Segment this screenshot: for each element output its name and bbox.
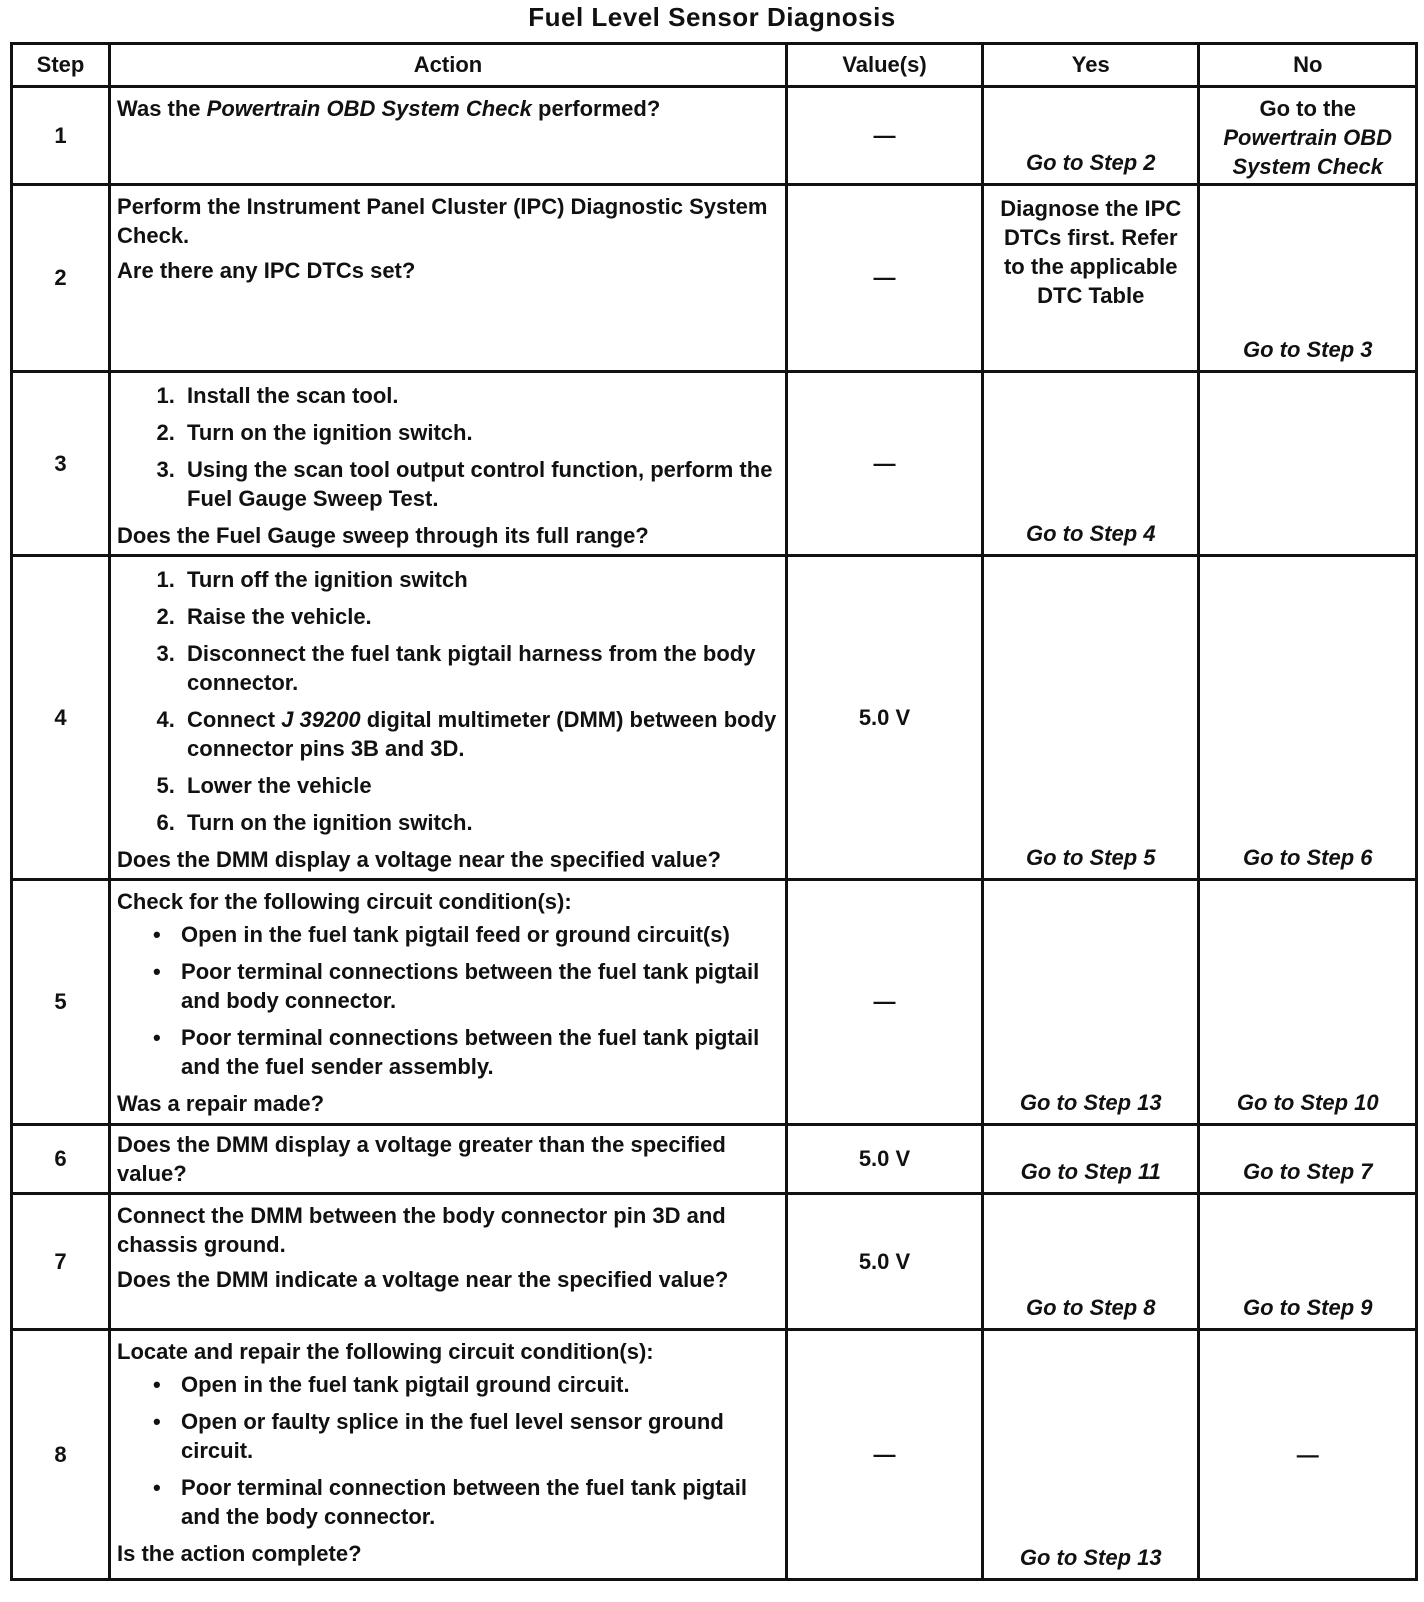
- action-text: Check for the following circuit condition(s):: [117, 889, 572, 914]
- yes-cell: [983, 556, 1199, 880]
- action-question: Was a repair made?: [117, 1091, 325, 1116]
- yes-cell: [983, 1330, 1199, 1580]
- no-cell: [1199, 1330, 1417, 1580]
- table-row: [12, 372, 1417, 556]
- value-cell: —: [786, 87, 982, 185]
- action-question: Does the DMM indicate a voltage near the specified value?: [117, 1267, 729, 1292]
- value-cell: 5.0 V: [786, 556, 982, 880]
- yes-text: Go to Step 5: [1025, 845, 1156, 870]
- header-values: Value(s): [786, 44, 982, 87]
- action-cell: [110, 185, 787, 372]
- list-item: 3. Disconnect the fuel tank pigtail harness from the body connector.: [181, 639, 779, 697]
- header-row: [12, 44, 1417, 87]
- no-text-italic: Powertrain OBD: [1223, 125, 1393, 150]
- action-cell: [110, 1194, 787, 1330]
- value-cell: —: [786, 1330, 982, 1580]
- yes-text: Go to Step 13: [1019, 1545, 1162, 1570]
- value-cell: —: [786, 880, 982, 1125]
- list-item: • Open in the fuel tank pigtail ground circuit.: [181, 1370, 779, 1399]
- header-action: Action: [110, 44, 787, 87]
- yes-cell: [983, 1125, 1199, 1194]
- action-italic: J 39200: [281, 707, 361, 732]
- action-text: Connect the DMM between the body connector pin 3D and chassis ground.: [117, 1203, 726, 1257]
- yes-text: Go to Step 2: [1025, 150, 1156, 175]
- yes-cell: [983, 185, 1199, 372]
- action-italic: Powertrain OBD System Check: [206, 96, 532, 121]
- yes-cell: [983, 1194, 1199, 1330]
- action-bullets: [117, 1370, 779, 1531]
- action-question: Are there any IPC DTCs set?: [117, 258, 416, 283]
- list-item: • Open in the fuel tank pigtail feed or ground circuit(s): [181, 920, 779, 949]
- step-number: 2: [12, 185, 110, 372]
- action-question: Does the DMM display a voltage near the specified value?: [117, 847, 721, 872]
- list-item: 5. Lower the vehicle: [181, 771, 779, 800]
- table-row: [12, 185, 1417, 372]
- no-text: Go to the: [1259, 96, 1356, 121]
- list-item: 6. Turn on the ignition switch.: [181, 808, 779, 837]
- no-cell: [1199, 1194, 1417, 1330]
- yes-cell: [983, 880, 1199, 1125]
- step-number: 3: [12, 372, 110, 556]
- no-text: Go to Step 3: [1242, 337, 1373, 362]
- yes-text: Go to Step 13: [1019, 1090, 1162, 1115]
- table-row: [12, 1125, 1417, 1194]
- list-item: 2. Turn on the ignition switch.: [181, 418, 779, 447]
- action-text: performed?: [531, 96, 661, 121]
- no-cell: [1199, 1125, 1417, 1194]
- step-number: 8: [12, 1330, 110, 1580]
- list-item: 3. Using the scan tool output control function, perform the Fuel Gauge Sweep Test.: [181, 455, 779, 513]
- yes-text: Go to Step 4: [1025, 521, 1156, 546]
- no-cell: [1199, 556, 1417, 880]
- action-bullets: [117, 920, 779, 1081]
- list-item: 2. Raise the vehicle.: [181, 602, 779, 631]
- list-item: • Poor terminal connections between the fuel tank pigtail and body connector.: [181, 957, 779, 1015]
- step-number: 5: [12, 880, 110, 1125]
- step-number: 4: [12, 556, 110, 880]
- action-text: Locate and repair the following circuit condition(s):: [117, 1339, 654, 1364]
- table-row: [12, 1194, 1417, 1330]
- value-cell: 5.0 V: [786, 1194, 982, 1330]
- action-cell: [110, 1330, 787, 1580]
- value-cell: —: [786, 185, 982, 372]
- list-item: • Poor terminal connection between the fuel tank pigtail and the body connector.: [181, 1473, 779, 1531]
- list-item: [181, 705, 779, 763]
- action-question: Does the DMM display a voltage greater than the specified value?: [117, 1132, 726, 1186]
- list-item: 1. Install the scan tool.: [181, 381, 779, 410]
- action-cell: [110, 1125, 787, 1194]
- list-item: 1. Turn off the ignition switch: [181, 565, 779, 594]
- action-text: Connect: [187, 707, 282, 732]
- step-number: 7: [12, 1194, 110, 1330]
- value-cell: —: [786, 372, 982, 556]
- no-text: Go to Step 10: [1236, 1090, 1379, 1115]
- list-item: • Poor terminal connections between the fuel tank pigtail and the fuel sender assembly.: [181, 1023, 779, 1081]
- header-step: Step: [12, 44, 110, 87]
- action-text: digital multimeter (DMM) between body connector pins 3B and 3D.: [187, 707, 777, 761]
- yes-cell: [983, 372, 1199, 556]
- no-text-italic: System Check: [1232, 154, 1383, 179]
- action-text: Was the: [117, 96, 207, 121]
- action-cell: [110, 87, 787, 185]
- step-number: 6: [12, 1125, 110, 1194]
- no-cell: [1199, 87, 1417, 185]
- action-cell: [110, 372, 787, 556]
- no-text: Go to Step 6: [1242, 845, 1373, 870]
- table-row: [12, 880, 1417, 1125]
- yes-text: Diagnose the IPC DTCs first. Refer to the applicable DTC Table: [1000, 196, 1182, 308]
- action-cell: [110, 556, 787, 880]
- action-text: Perform the Instrument Panel Cluster (IPC) Diagnostic System Check.: [117, 194, 768, 248]
- list-item: • Open or faulty splice in the fuel level sensor ground circuit.: [181, 1407, 779, 1465]
- page-title: Fuel Level Sensor Diagnosis: [528, 2, 896, 32]
- no-text: Go to Step 9: [1242, 1295, 1373, 1320]
- table-row: [12, 556, 1417, 880]
- table-row: [12, 1330, 1417, 1580]
- no-text: —: [1296, 1442, 1319, 1467]
- value-cell: 5.0 V: [786, 1125, 982, 1194]
- no-cell: [1199, 372, 1417, 556]
- diagnosis-table: [10, 42, 1418, 1581]
- yes-text: Go to Step 8: [1025, 1295, 1156, 1320]
- header-yes: Yes: [983, 44, 1199, 87]
- no-cell: [1199, 880, 1417, 1125]
- action-question: Is the action complete?: [117, 1541, 362, 1566]
- action-steps: [117, 381, 779, 513]
- table-row: [12, 87, 1417, 185]
- action-cell: [110, 880, 787, 1125]
- no-cell: [1199, 185, 1417, 372]
- header-no: No: [1199, 44, 1417, 87]
- yes-text: Go to Step 11: [1020, 1159, 1161, 1184]
- yes-cell: [983, 87, 1199, 185]
- no-text: Go to Step 7: [1242, 1159, 1373, 1184]
- action-question: Does the Fuel Gauge sweep through its full range?: [117, 523, 649, 548]
- step-number: 1: [12, 87, 110, 185]
- action-steps: [117, 565, 779, 837]
